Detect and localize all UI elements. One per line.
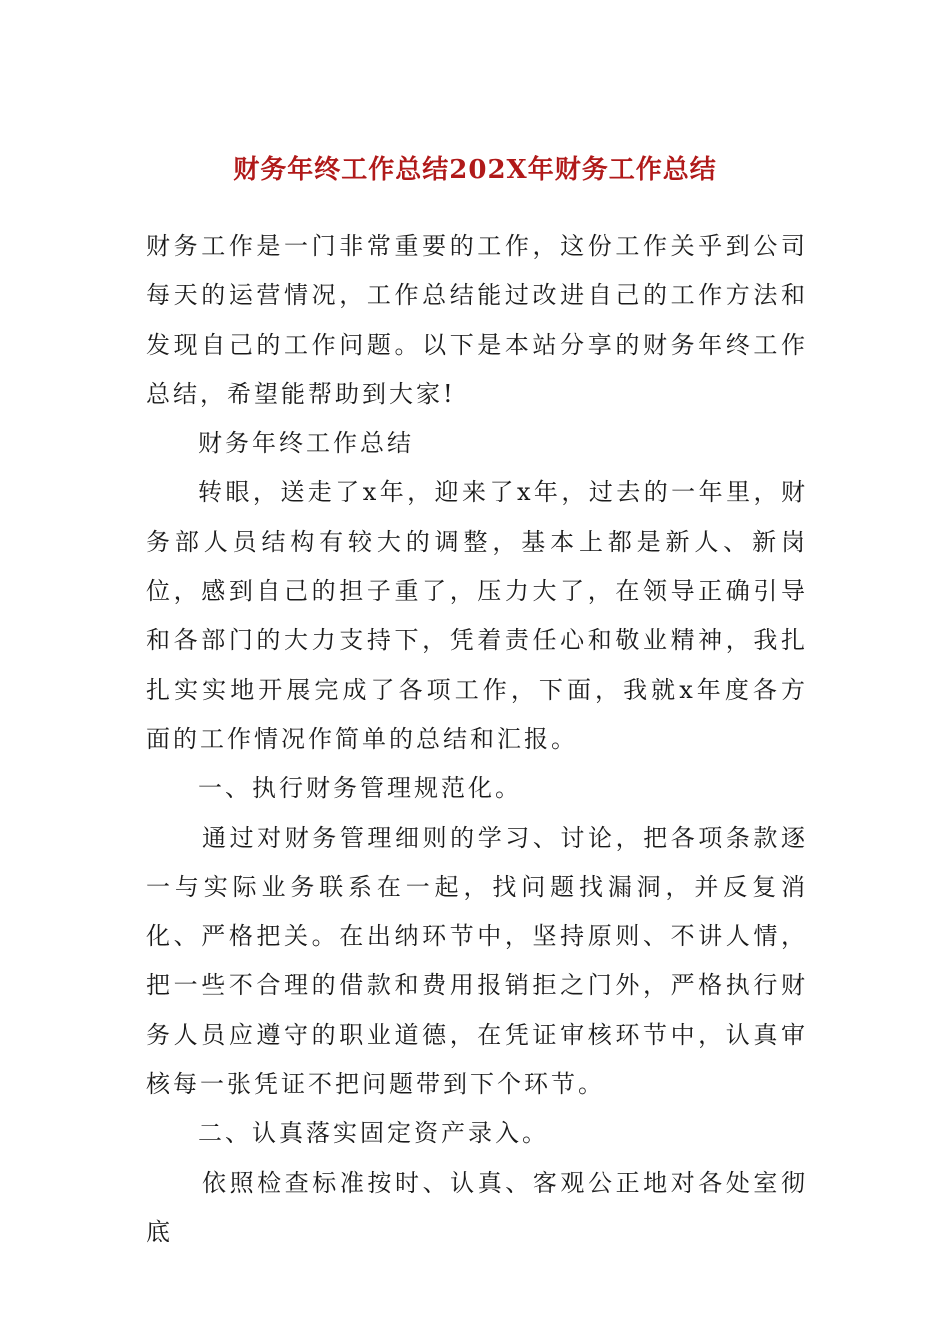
body-paragraph: 通过对财务管理细则的学习、讨论，把各项条款逐一与实际业务联系在一起，找问题找漏洞，并反复消化、严格把关。在出纳环节中，坚持原则、不讲人情，把一些不合理的借款和费用报销拒之门外，严格执行财务人员应遵守的职业道德，在凭证审核环节中，认真审核每一张凭证不把问题带到下个环节。	[146, 823, 808, 1099]
intro-paragraph: 财务工作是一门非常重要的工作，这份工作关乎到公司每天的运营情况，工作总结能过改进自己的工作方法和发现自己的工作问题。以下是本站分享的财务年终工作总结，希望能帮助到大家!	[146, 232, 808, 408]
body-paragraph: 转眼，送走了x年，迎来了x年，过去的一年里，财务部人员结构有较大的调整，基本上都是新人、新岗位，感到自己的担子重了，压力大了，在领导正确引导和各部门的大力支持下，凭着责任心和敬业精神，我扎扎实实地开展完成了各项工作，下面，我就x年度各方面的工作情况作简单的总结和汇报。	[146, 478, 808, 753]
body-paragraph: 依照检查标准按时、认真、客观公正地对各处室彻底	[146, 1168, 808, 1246]
section-heading: 财务年终工作总结	[198, 429, 414, 458]
section-heading: 二、认真落实固定资产录入。	[198, 1119, 549, 1148]
section-heading: 一、执行财务管理规范化。	[198, 774, 522, 803]
document-title: 财务年终工作总结202X年财务工作总结	[233, 155, 717, 185]
document-body	[146, 222, 808, 1257]
